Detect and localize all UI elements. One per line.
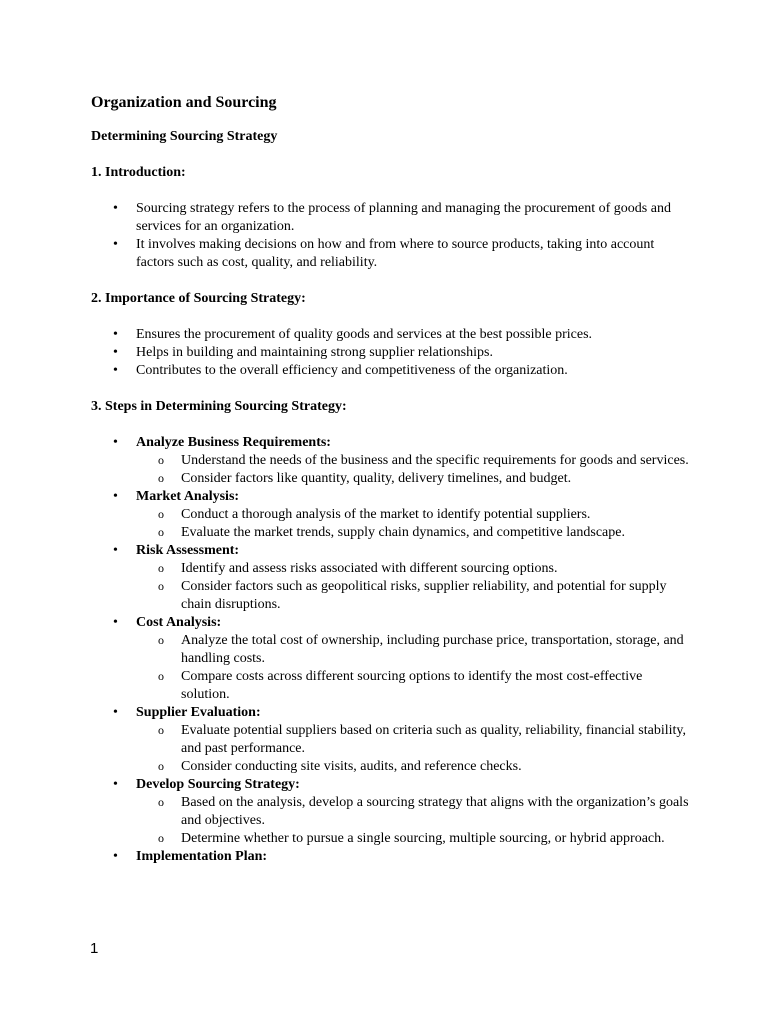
substep-item: o Conduct a thorough analysis of the market to identify potential suppliers. <box>136 506 691 524</box>
list-item: • Helps in building and maintaining strong supplier relationships. <box>91 344 691 362</box>
steps-list <box>91 434 691 866</box>
substep-item: o Evaluate potential suppliers based on criteria such as quality, reliability, financial stability, and past performance. <box>136 722 691 758</box>
substep-item: o Compare costs across different sourcing options to identify the most cost-effective solution. <box>136 668 691 704</box>
list-item: • Ensures the procurement of quality goods and services at the best possible prices. <box>91 326 691 344</box>
substep-item: o Understand the needs of the business and the specific requirements for goods and services. <box>136 452 691 470</box>
step-item <box>91 488 691 542</box>
list-item: • It involves making decisions on how and from where to source products, taking into account factors such as cost, quality, and reliability. <box>91 236 691 272</box>
step-item <box>91 434 691 488</box>
substep-item: o Based on the analysis, develop a sourcing strategy that aligns with the organization’s goals and objectives. <box>136 794 691 830</box>
substep-list <box>136 632 691 704</box>
step-item <box>91 614 691 704</box>
step-item <box>91 848 691 866</box>
substep-list <box>136 794 691 848</box>
step-title: Cost Analysis: <box>136 615 222 630</box>
step-title: Develop Sourcing Strategy: <box>136 777 300 792</box>
substep-item: o Determine whether to pursue a single sourcing, multiple sourcing, or hybrid approach. <box>136 830 691 848</box>
substep-item: o Analyze the total cost of ownership, including purchase price, transportation, storage, and handling costs. <box>136 632 691 668</box>
importance-heading: 2. Importance of Sourcing Strategy: <box>91 291 306 306</box>
substep-item: o Consider conducting site visits, audits, and reference checks. <box>136 758 691 776</box>
substep-item: o Consider factors like quantity, quality, delivery timelines, and budget. <box>136 470 691 488</box>
steps-heading: 3. Steps in Determining Sourcing Strategy: <box>91 399 347 414</box>
document-page <box>91 92 691 866</box>
introduction-list <box>91 200 691 272</box>
substep-item: o Evaluate the market trends, supply chain dynamics, and competitive landscape. <box>136 524 691 542</box>
substep-item: o Consider factors such as geopolitical risks, supplier reliability, and potential for supply chain disruptions. <box>136 578 691 614</box>
step-title: Market Analysis: <box>136 489 240 504</box>
step-item <box>91 542 691 614</box>
introduction-heading: 1. Introduction: <box>91 165 186 180</box>
step-title: Analyze Business Requirements: <box>136 435 331 450</box>
step-title: Supplier Evaluation: <box>136 705 261 720</box>
step-title: Risk Assessment: <box>136 543 240 558</box>
substep-item: o Identify and assess risks associated with different sourcing options. <box>136 560 691 578</box>
substep-list <box>136 560 691 614</box>
document-title: Organization and Sourcing <box>91 94 277 111</box>
step-item <box>91 704 691 776</box>
list-item: • Sourcing strategy refers to the process of planning and managing the procurement of goods and services for an organization. <box>91 200 691 236</box>
list-item: • Contributes to the overall efficiency and competitiveness of the organization. <box>91 362 691 380</box>
document-subtitle: Determining Sourcing Strategy <box>91 129 278 144</box>
step-item <box>91 776 691 848</box>
substep-list <box>136 506 691 542</box>
step-title: Implementation Plan: <box>136 849 268 864</box>
importance-list <box>91 326 691 380</box>
page-number: 1 <box>90 940 99 957</box>
substep-list <box>136 452 691 488</box>
substep-list <box>136 722 691 776</box>
